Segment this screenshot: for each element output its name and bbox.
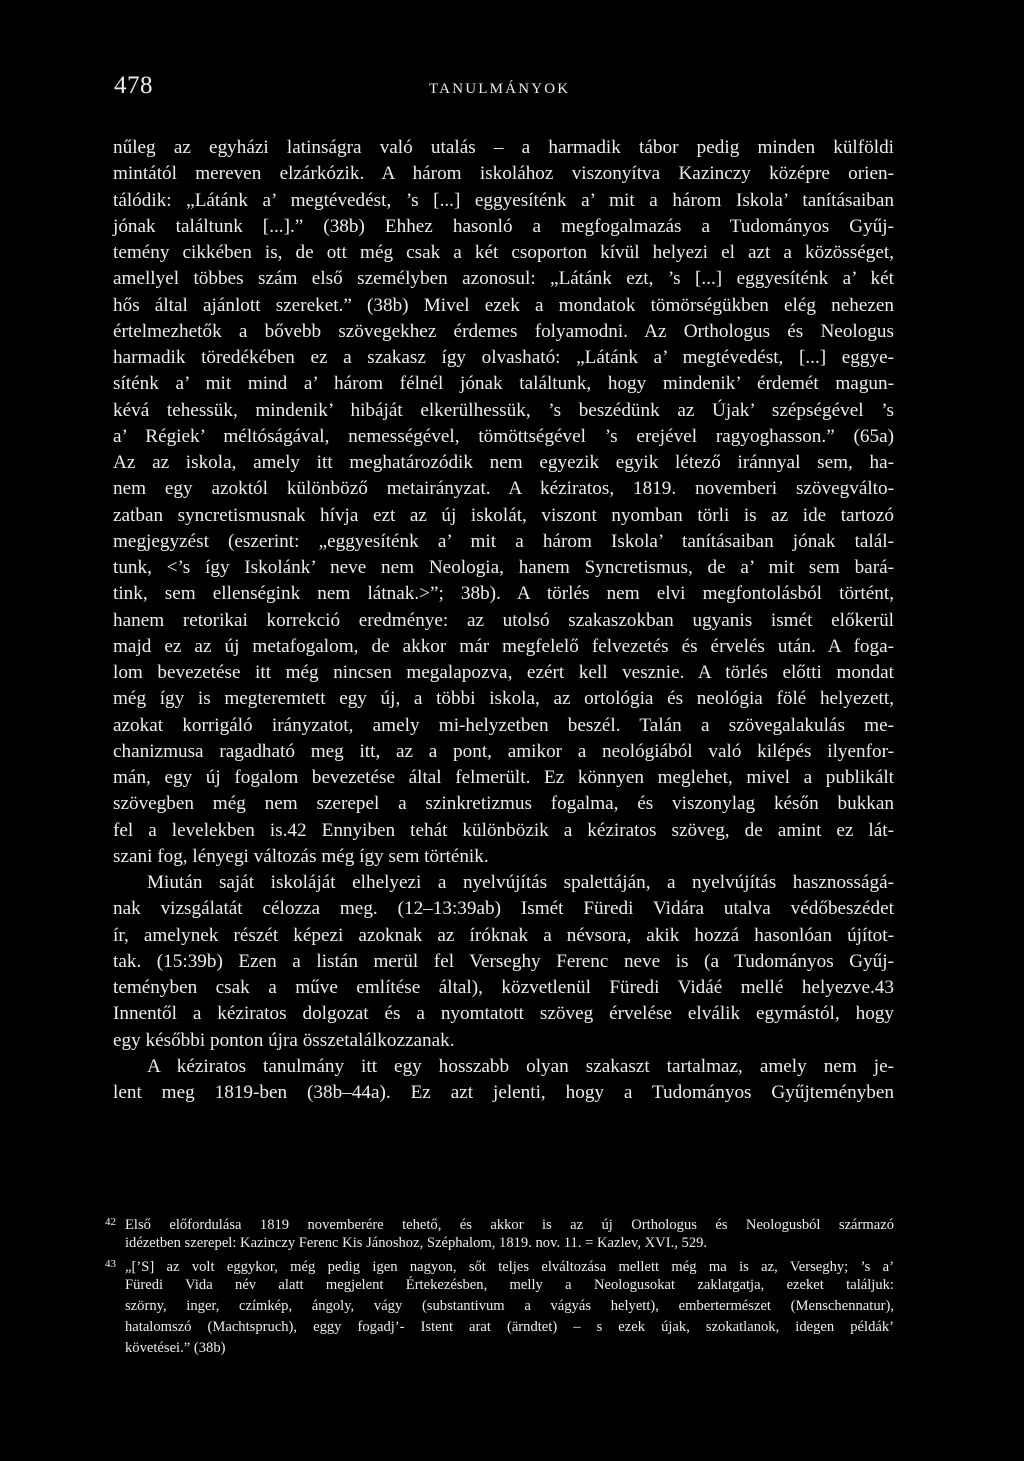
page-number: 478 <box>114 72 153 99</box>
text-line: Az az iskola, amely itt meghatározódik nem egyezik egyik létező iránnyal sem, ha- <box>113 452 894 473</box>
text-line: megjegyzést (eszerint: „eggyesíténk a’ mit a három Iskola’ tanításaiban jónak talál- <box>113 530 894 552</box>
paragraph-start-line: A kéziratos tanulmány itt egy hosszabb olyan szakaszt tartalmaz, amely nem je- <box>147 1055 894 1077</box>
text-line: majd ez az új metafogalom, de akkor már megfelelő felvezetés és érvelés után. A foga- <box>113 635 894 657</box>
text-line: értelmezhetők a bővebb szövegekhez érdemes folyamodni. Az Orthologus és Neologus <box>113 320 894 342</box>
footnote-text: „[’S] az volt eggykor, még pedig igen nagyon, sőt teljes elváltozása mellett még ma is az, Verseghy; ’s a’ <box>125 1259 894 1275</box>
text-line: ír, amelynek részét képezi azoknak az íróknak a névsora, akik hozzá hasonlóan újítot- <box>113 924 894 946</box>
text-line: nak vizsgálatát célozza meg. (12–13:39ab) Ismét Füredi Vidára utalva védőbeszédet <box>113 898 894 920</box>
text-line: tak. (15:39b) Ezen a listán merül fel Verseghy Ferenc neve is (a Tudományos Gyűj- <box>113 950 894 972</box>
text-line: síténk a’ mit mind a’ három félnél jónak találtunk, hogy mindenik’ érdemét magun- <box>113 373 894 395</box>
text-line: lom bevezetése itt még nincsen megalapozva, ezért kell vesznie. A törlés előtti mondat <box>113 662 894 683</box>
text-line: mintától mereven elzárkózik. A három iskolához viszonyítva Kazinczy középre orien- <box>113 163 894 185</box>
footnote-text: hatalomszó (Machtspruch), eggy fogadj’- Istent arat (ärndtet) – s ezek újak, szokatlanok, idegen példák’ <box>125 1319 894 1335</box>
footnote-marker: 42 <box>105 1216 116 1228</box>
text-line: temény cikkében is, de ott még csak a két csoporton kívül helyezi el azt a közösséget, <box>113 242 894 263</box>
text-line: fel a levelekben is.42 Ennyiben tehát különbözik a kéziratos szöveg, de amint ez lát- <box>113 819 894 841</box>
paragraph-start-line: Miután saját iskoláját elhelyezi a nyelvújítás spalettáján, a nyelvújítás hasznosságá- <box>147 872 894 893</box>
footnote-43 <box>105 1254 894 1359</box>
text-line: nűleg az egyházi latinságra való utalás – a harmadik tábor pedig minden külföldi <box>113 137 894 158</box>
text-line: még így is megteremtett egy új, a többi iskola, az ortológia és neológia fölé helyezett, <box>113 688 894 710</box>
footnote-text: szörny, inger, czímkép, ángoly, vágy (substantivum a vágyás helyett), embertermészet (Menschennatur), <box>125 1298 894 1314</box>
text-line: jónak találtunk [...].” (38b) Ehhez hasonló a megfogalmazás a Tudományos Gyűj- <box>113 215 894 237</box>
paragraph-end-line: egy későbbi ponton újra összetalálkozzanak. <box>113 1029 455 1051</box>
text-line: hős által ajánlott szereket.” (38b) Mivel ezek a mondatok tömörségükben elég nehezen <box>113 294 894 316</box>
text-line: Innentől a kéziratos dolgozat és a nyomtatott szöveg érvelése elválik egymástól, hogy <box>113 1003 894 1025</box>
footnote-marker: 43 <box>105 1258 116 1270</box>
text-line: tálódik: „Látánk a’ megtévedést, ’s [...] eggyesíténk a’ mit a három Iskola’ tanításaiban <box>113 189 894 211</box>
running-head <box>114 72 914 106</box>
text-line: hanem retorikai korrekció eredménye: az utolsó szakaszokban ugyanis ismét előkerül <box>113 609 894 631</box>
text-line: lent meg 1819-ben (38b–44a). Ez azt jelenti, hogy a Tudományos Gyűjteményben <box>113 1082 894 1103</box>
footnote-text: Füredi Vida név alatt megjelent Értekezésben, melly a Neologusokat zaklatgatja, ezeket találjuk: <box>125 1277 894 1293</box>
text-line: chanizmusa ragadható meg itt, az a pont, amikor a neológiából való kilépés ilyenfor- <box>113 740 894 762</box>
text-line: harmadik töredékében ez a szakasz így olvasható: „Látánk a’ megtévedést, [...] eggye- <box>113 347 894 368</box>
text-line: a’ Régiek’ méltóságával, nemességével, tömöttségével ’s erejével ragyoghasson.” (65a) <box>113 425 894 447</box>
footnotes <box>105 1212 894 1359</box>
text-line: nem egy azoktól különböző metairányzat. A kéziratos, 1819. novemberi szövegválto- <box>113 478 894 500</box>
text-line: tunk, <’s így Iskolánk’ neve nem Neologia, hanem Syncretismus, de a’ mit sem bará- <box>113 557 894 578</box>
section-title: TANULMÁNYOK <box>429 81 571 97</box>
text-line: zatban syncretismusnak hívja ezt az új iskolát, viszont nyomban törli is az ide tartozó <box>113 504 894 526</box>
text-line: szövegben még nem szerepel a szinkretizmus fogalma, és viszonylag későn bukkan <box>113 793 894 815</box>
text-line: teményben csak a műve említése által), közvetlenül Füredi Vidáé mellé helyezve.43 <box>113 977 894 998</box>
paragraph-end-line: szani fog, lényegi változás még így sem történik. <box>113 845 489 867</box>
footnote-text: Első előfordulása 1819 novemberére tehető, és akkor is az új Orthologus és Neologusból származó <box>125 1217 894 1233</box>
text-line: amellyel többes szám első személyben azonosul: „Látánk ezt, ’s [...] eggyesíténk a’ két <box>113 268 894 290</box>
footnote-text: követései.” (38b) <box>125 1340 226 1356</box>
text-line: tink, sem ellenségink nem látnak.>”; 38b). A törlés nem elvi megfontolásból történt, <box>113 583 894 605</box>
footnote-42 <box>105 1212 894 1254</box>
footnote-text: idézetben szerepel: Kazinczy Ferenc Kis Jánoshoz, Széphalom, 1819. nov. 11. = Kazlev, XVI., 529. <box>125 1235 708 1251</box>
text-line: azokat korrigáló irányzatot, amely mi-helyzetben beszél. Talán a szövegalakulás me- <box>113 714 894 736</box>
text-line: mán, egy új fogalom bevezetése által felmerült. Ez könnyen meglehet, mivel a publikált <box>113 767 894 788</box>
text-line: kévá tehessük, mindenik’ hibáját elkerülhessük, ’s beszédünk az Újak’ szépségével ’s <box>113 399 894 421</box>
body-text <box>113 135 894 1106</box>
